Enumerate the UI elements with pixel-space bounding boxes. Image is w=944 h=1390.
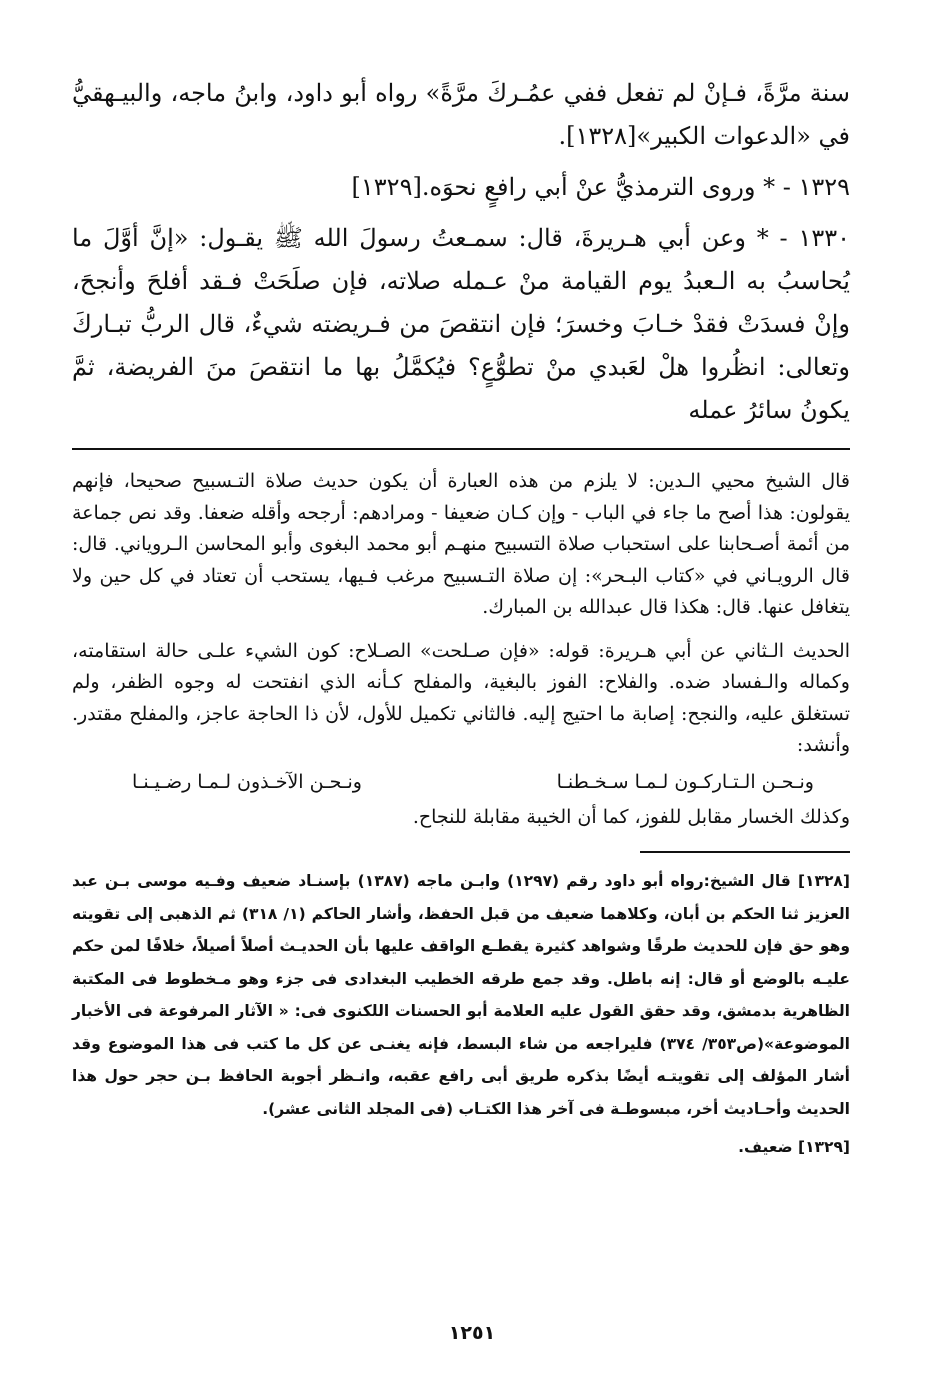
main-paragraph-3: ١٣٣٠ - * وعن أبي هـريرةَ، قال: سمـعتُ رسولَ الله ﷺ يقـول: «إنَّ أوَّلَ ما يُحاسبُ به الـعبدُ يوم القيامة منْ عـمله صلاته، فإن صلَحَتْ فـقد أفلحَ وأنجحَ، وإنْ فسدَتْ فقدْ خـابَ وخسرَ؛ فإن انتقصَ من فـريضته شيءٌ، قال الربُّ تبـاركَ وتعالى: انظُروا هلْ لعَبدي منْ تطوُّعٍ؟ فيُكمَّلُ بها ما انتقصَ منَ الفريضة، ثمَّ يكونُ سائرُ عمله <box>72 224 850 424</box>
page-content <box>72 72 850 1164</box>
commentary-paragraph-3: وكذلك الخسار مقابل للفوز، كما أن الخيبة مقابلة للنجاح. <box>412 805 850 828</box>
main-paragraph-2: ١٣٢٩ - * وروى الترمذيُّ عنْ أبي رافعٍ نحوَه.[١٣٢٩] <box>351 173 850 201</box>
commentary-paragraph-2: الحديث الـثاني عن أبي هـريرة: قوله: «فإن صـلحت» الصـلاح: كون الشيء علـى حالة استقامته، وكماله والـفساد ضده. والفلاح: الفوز بالبغية، والمفلح كـأنه الذي انفتحت له وجوه الظفر، ولم تستغلق عليه، والنجح: إصابة ما احتيج إليه. فالثاني تكميل للأول، لأن ذا الحاجة عاجز، والمفلح مقتدر. وأنشد: <box>72 639 850 756</box>
footnotes <box>72 865 850 1164</box>
poetry-verse <box>72 764 850 800</box>
main-text <box>72 72 850 432</box>
verse-second-hemistich: ونـحـن الآخـذون لـمـا رضـيـنـا <box>132 770 362 793</box>
commentary-paragraph-1: قال الشيخ محيي الـدين: لا يلزم من هذه العبارة أن يكون حديث صلاة التـسبيح صحيحا، فإنهم يقولون: هذا أصح ما جاء في الباب - وإن كـان ضعيفا - ومرادهم: أرجحه وأقله ضعفا. وقد نص جماعة من أئمة أصـحابنا على استحباب صلاة التسبيح منهـم أبو محمد البغوى وأبو المحاسن الـروياني. قال: قال الرويـاني في «كتاب البـحر»: إن صلاة التـسبيح مرغب فـيها، يستحب أن تعتاد في كل حين ولا يتغافل عنها. قال: هكذا قال عبدالله بن المبارك. <box>72 470 850 618</box>
commentary-divider <box>72 448 850 450</box>
footnote-1328: [١٣٢٨] قال الشيخ:رواه أبو داود رقم (١٢٩٧) وابـن ماجه (١٣٨٧) بإسنـاد ضعيف وفـيه موسى بـن عبد العزيز ثنا الحكم بن أبان، وكلاهما ضعيف من قبل الحفظ، وأشار الحاكم (١/ ٣١٨) ثم الذهبى إلى تقويته وهو حق فإن للحديث طرقًا وشواهد كثيرة يقطـع الواقف عليها بأن الحديـث أصلاً أصيلاً، خلافًا لمن حكم عليـه بالوضع أو قال: إنه باطل. وقد جمع طرقه الخطيب البغدادى فى جزء وهو مـخطوط فى المكتبة الظاهرية بدمشق، وقد حقق القول عليه العلامة أبو الحسنات اللكنوى فى: « الآثار المرفوعة فى الأخبار الموضوعة»(ص٣٥٣/ ٣٧٤) فليراجعه من شاء البسط، فإنه يغنـى عن كل ما كتب فى هذا الموضوع وقد أشار المؤلف إلى تقويتـه أيضًا بذكره طريق أبى رافع عقبه، وانـظر أجوبة الحافظ بـن حجر حول هذا الحديث وأحـاديث أخر، مبسوطـة فى آخر هذا الكتـاب (فى المجلد الثانى عشر). <box>72 872 850 1118</box>
footnote-divider <box>640 851 850 853</box>
page-number: ١٢٥١ <box>448 1322 496 1344</box>
commentary <box>72 466 850 833</box>
main-paragraph-1: سنة مرَّةً، فـإنْ لم تفعل ففي عمُـركَ مرَّةً» رواه أبو داود، وابنُ ماجه، والبيـهقيُّ في «الدعوات الكبير»[١٣٢٨]. <box>72 79 850 150</box>
footnote-1329: [١٣٢٩] ضعيف. <box>738 1138 850 1156</box>
verse-first-hemistich: ونـحـن الـتـاركـون لـمـا سـخـطنـا <box>556 770 814 793</box>
